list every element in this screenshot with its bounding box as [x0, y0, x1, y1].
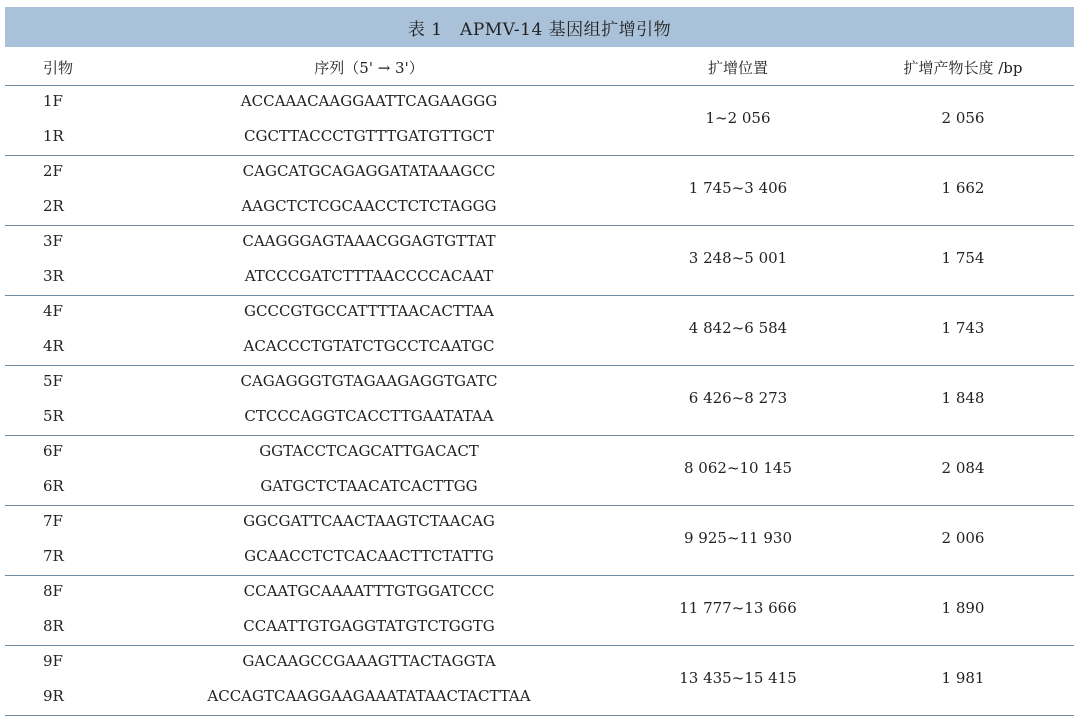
table-row-group — [5, 295, 1074, 366]
product-length: 2 084 — [941, 459, 985, 477]
header-position: 扩增位置 — [707, 59, 769, 77]
primer-name-reverse: 4R — [43, 337, 64, 355]
amplification-position: 1 745~3 406 — [688, 179, 788, 197]
product-length: 1 754 — [941, 249, 985, 267]
primer-name-forward: 6F — [43, 442, 63, 460]
table-title-bar — [5, 7, 1074, 47]
product-length: 1 848 — [941, 389, 985, 407]
primer-sequence-forward: CAGAGGGTGTAGAAGAGGTGATC — [240, 372, 498, 390]
amplification-position: 6 426~8 273 — [688, 389, 788, 407]
primer-name-reverse: 2R — [43, 197, 64, 215]
product-length: 1 743 — [941, 319, 985, 337]
primer-sequence-forward: CCAATGCAAAATTTGTGGATCCC — [243, 582, 495, 600]
primer-sequence-forward: GACAAGCCGAAAGTTACTAGGTA — [242, 652, 496, 670]
primer-name-reverse: 5R — [43, 407, 64, 425]
primer-sequence-reverse: CCAATTGTGAGGTATGTCTGGTG — [243, 617, 495, 635]
primer-name-reverse: 7R — [43, 547, 64, 565]
amplification-position: 9 925~11 930 — [684, 529, 792, 547]
primer-sequence-forward: CAGCATGCAGAGGATATAAAGCC — [242, 162, 496, 180]
primer-sequence-forward: GCCCGTGCCATTTTAACACTTAA — [244, 302, 494, 320]
primer-name-forward: 4F — [43, 302, 63, 320]
header-sequence: 序列（5' → 3'） — [314, 59, 424, 77]
primer-sequence-reverse: ACCAGTCAAGGAAGAAATATAACTACTTAA — [207, 687, 531, 705]
primer-sequence-reverse: AAGCTCTCGCAACCTCTCTAGGG — [241, 197, 497, 215]
primer-sequence-forward: ACCAAACAAGGAATTCAGAAGGG — [240, 92, 498, 110]
primer-name-reverse: 1R — [43, 127, 64, 145]
product-length: 1 890 — [941, 599, 985, 617]
table-row-group — [5, 155, 1074, 226]
primer-name-reverse: 3R — [43, 267, 64, 285]
amplification-position: 4 842~6 584 — [688, 319, 788, 337]
amplification-position: 8 062~10 145 — [684, 459, 792, 477]
product-length: 1 662 — [941, 179, 985, 197]
product-length: 1 981 — [941, 669, 985, 687]
primer-sequence-reverse: ATCCCGATCTTTAACCCCACAAT — [244, 267, 494, 285]
primer-name-forward: 9F — [43, 652, 63, 670]
primer-name-reverse: 9R — [43, 687, 64, 705]
table-row-group — [5, 505, 1074, 576]
header-length: 扩增产物长度 /bp — [903, 59, 1023, 77]
primer-name-forward: 5F — [43, 372, 63, 390]
amplification-position: 13 435~15 415 — [679, 669, 797, 687]
product-length: 2 006 — [941, 529, 985, 547]
primer-name-forward: 7F — [43, 512, 63, 530]
amplification-position: 1~2 056 — [705, 109, 771, 127]
table-title: 表 1 APMV-14 基因组扩增引物 — [407, 19, 672, 40]
primer-name-forward: 3F — [43, 232, 63, 250]
primer-name-reverse: 8R — [43, 617, 64, 635]
table-row-group — [5, 575, 1074, 646]
table-header-row — [5, 47, 1074, 86]
primer-sequence-reverse: ACACCCTGTATCTGCCTCAATGC — [243, 337, 495, 355]
primer-sequence-reverse: CGCTTACCCTGTTTGATGTTGCT — [244, 127, 494, 145]
primer-name-forward: 1F — [43, 92, 63, 110]
amplification-position: 3 248~5 001 — [688, 249, 788, 267]
primer-sequence-forward: GGTACCTCAGCATTGACACT — [259, 442, 479, 460]
primer-name-reverse: 6R — [43, 477, 64, 495]
primer-sequence-forward: CAAGGGAGTAAACGGAGTGTTAT — [242, 232, 496, 250]
product-length: 2 056 — [941, 109, 985, 127]
primer-name-forward: 2F — [43, 162, 63, 180]
table-row-group — [5, 365, 1074, 436]
table-row-group — [5, 435, 1074, 506]
table-row-group — [5, 85, 1074, 156]
primer-sequence-reverse: CTCCCAGGTCACCTTGAATATAA — [244, 407, 494, 425]
primer-sequence-forward: GGCGATTCAACTAAGTCTAACAG — [243, 512, 495, 530]
table-row-group — [5, 225, 1074, 296]
primer-sequence-reverse: GATGCTCTAACATCACTTGG — [260, 477, 478, 495]
header-primer: 引物 — [43, 59, 74, 77]
primer-name-forward: 8F — [43, 582, 63, 600]
amplification-position: 11 777~13 666 — [679, 599, 797, 617]
table-row-group — [5, 645, 1074, 716]
primer-sequence-reverse: GCAACCTCTCACAACTTCTATTG — [244, 547, 494, 565]
